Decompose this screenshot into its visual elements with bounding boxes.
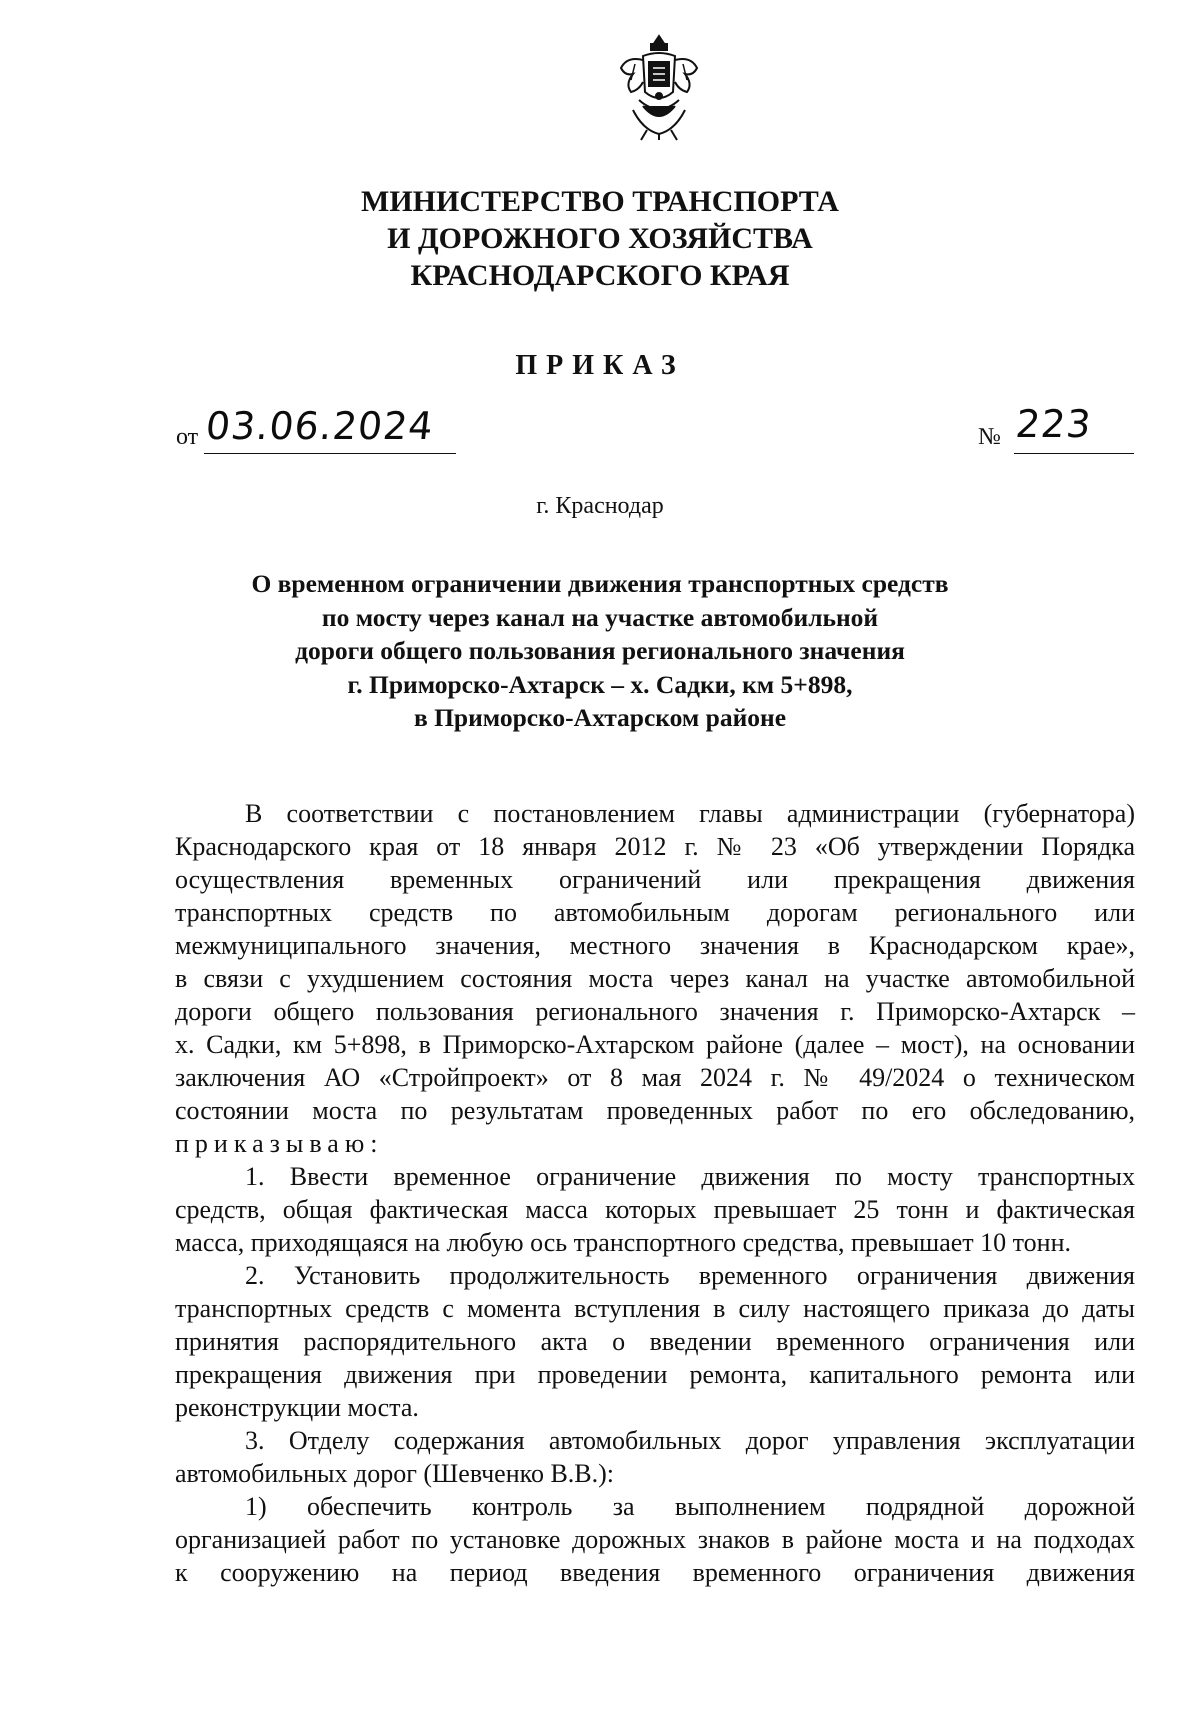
body-line: Краснодарского края от 18 января 2012 г. № 23 «Об утверждении Порядка xyxy=(175,832,1135,861)
clause-3-line: 3. Отделу содержания автомобильных дорог управления эксплуатации xyxy=(245,1426,1135,1455)
clause-3-1-line: 1) обеспечить контроль за выполнением подрядной дорожной xyxy=(245,1492,1135,1521)
body-line: в связи с ухудшением состояния моста через канал на участке автомобильной xyxy=(175,964,1135,993)
clause-1-line: 1. Ввести временное ограничение движения по мосту транспортных xyxy=(245,1162,1135,1191)
order-body xyxy=(175,797,1135,1589)
city: г. Краснодар xyxy=(536,493,664,519)
date-value: 03.06.2024 xyxy=(203,404,436,448)
clause-2-line: транспортных средств с момента вступления в силу настоящего приказа до даты xyxy=(175,1294,1135,1323)
clause-2-line: прекращения движения при проведении ремонта, капитального ремонта или xyxy=(175,1360,1135,1389)
number-label: № xyxy=(978,424,1001,450)
ministry-line-2: И ДОРОЖНОГО ХОЗЯЙСТВА xyxy=(387,222,813,255)
subject-line-4: г. Приморско-Ахтарск – х. Садки, км 5+898, xyxy=(347,669,853,699)
subject-line-2: по мосту через канал на участке автомобильной xyxy=(321,602,879,632)
body-line: заключения АО «Стройпроект» от 8 мая 2024 г. № 49/2024 о техническом xyxy=(175,1063,1135,1092)
date-label: от xyxy=(176,424,199,450)
body-line-order-word: приказываю: xyxy=(175,1129,384,1158)
clause-2-line: принятия распорядительного акта о введении временного ограничения или xyxy=(175,1327,1135,1356)
number-value: 223 xyxy=(1013,402,1094,446)
order-subject xyxy=(200,567,1000,735)
subject-line-3: дороги общего пользования регионального значения xyxy=(295,636,905,665)
clause-2-line: 2. Установить продолжительность временного ограничения движения xyxy=(245,1261,1135,1290)
body-line: х. Садки, км 5+898, в Приморско-Ахтарском районе (далее – мост), на основании xyxy=(175,1030,1135,1059)
order-date xyxy=(176,392,466,452)
ministry-name xyxy=(300,183,900,294)
date-underline xyxy=(204,453,456,454)
body-line: состоянии моста по результатам проведенных работ по его обследованию, xyxy=(175,1096,1135,1125)
clause-1-line: средств, общая фактическая масса которых превышает 25 тонн и фактическая xyxy=(175,1195,1135,1224)
clause-3-1-line: организацией работ по установке дорожных знаков в районе моста и на подходах xyxy=(175,1525,1135,1554)
clause-1-line: масса, приходящаяся на любую ось транспортного средства, превышает 10 тонн. xyxy=(175,1228,1071,1257)
subject-line-5: в Приморско-Ахтарском районе xyxy=(413,703,787,732)
subject-line-1: О временном ограничении движения транспортных средств xyxy=(251,569,949,598)
body-line: межмуниципального значения, местного значения в Краснодарском крае», xyxy=(175,931,1135,960)
coat-of-arms-icon xyxy=(613,34,705,142)
order-number xyxy=(978,392,1138,452)
body-line: В соответствии с постановлением главы администрации (губернатора) xyxy=(245,799,1135,828)
clause-2-line: реконструкции моста. xyxy=(175,1393,419,1422)
number-underline xyxy=(1014,453,1134,454)
order-title: ПРИКАЗ xyxy=(515,350,685,381)
clause-3-line: автомобильных дорог (Шевченко В.В.): xyxy=(175,1459,615,1488)
ministry-line-1: МИНИСТЕРСТВО ТРАНСПОРТА xyxy=(361,185,839,218)
clause-3-1-line: к сооружению на период введения временного ограничения движения xyxy=(175,1558,1135,1587)
body-line: транспортных средств по автомобильным дорогам регионального или xyxy=(175,898,1135,927)
ministry-line-3: КРАСНОДАРСКОГО КРАЯ xyxy=(410,259,790,292)
body-line: дороги общего пользования регионального значения г. Приморско-Ахтарск – xyxy=(175,997,1135,1026)
body-line: осуществления временных ограничений или прекращения движения xyxy=(175,865,1135,894)
